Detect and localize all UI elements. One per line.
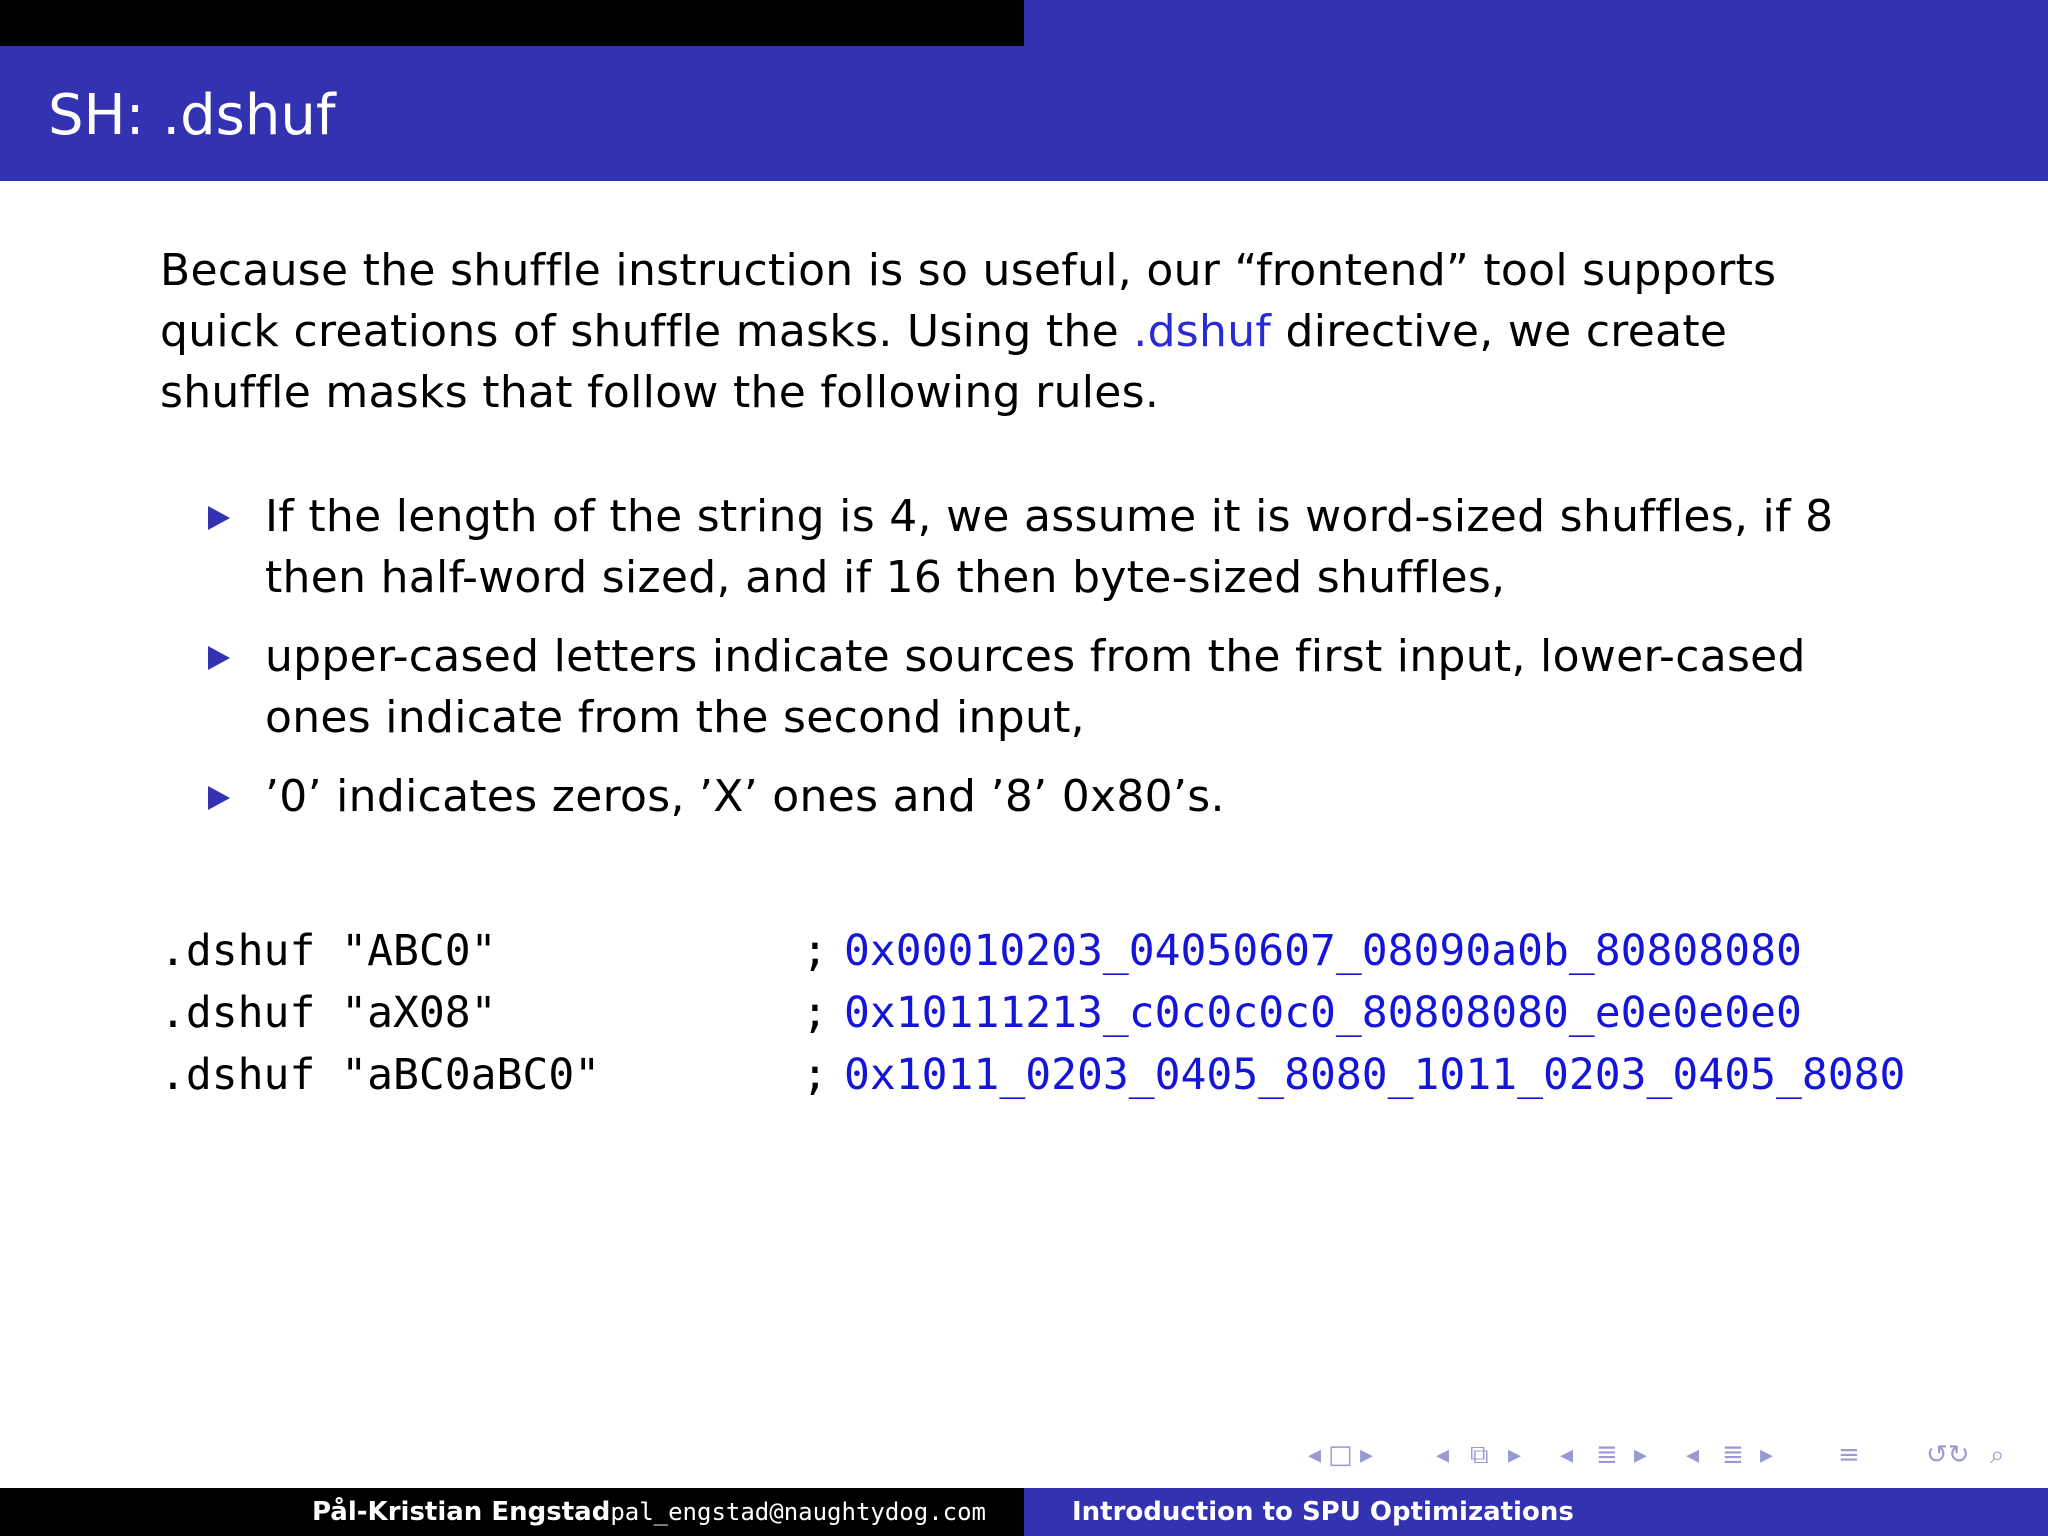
intro-text-after: directive, we create shuffle masks that follow the following rules. (160, 306, 1728, 418)
code-line (160, 920, 1905, 982)
bullet-triangle-icon (208, 506, 230, 530)
code-hex-value: 0x1011_0203_0405_8080_1011_0203_0405_8080 (844, 1050, 1906, 1100)
code-line (160, 982, 1905, 1044)
top-header-left (0, 0, 1024, 46)
list-item-text: If the length of the string is 4, we assume it is word-sized shuffles, if 8 then half-word sized, and if 16 then byte-sized shuffles, (265, 491, 1834, 603)
author-name: Pål-Kristian Engstad (311, 1497, 611, 1527)
frame-icon[interactable]: □ (1328, 1440, 1353, 1470)
list-item-text: ’0’ indicates zeros, ’X’ ones and ’8’ 0x80’s. (265, 771, 1225, 822)
code-hex-value: 0x10111213_c0c0c0c0_80808080_e0e0e0e0 (844, 988, 1802, 1038)
search-icon[interactable]: ⌕ (1990, 1440, 2005, 1470)
code-block (160, 920, 1905, 1106)
nav-next-frame-icon[interactable]: ▸ (1360, 1440, 1374, 1470)
frame-title-bar (0, 46, 2048, 181)
nav-prev-doc-icon[interactable]: ◂ (1686, 1440, 1700, 1470)
nav-next-subsection-icon[interactable]: ▸ (1508, 1440, 1522, 1470)
list-item-text: upper-cased letters indicate sources from the first input, lower-cased ones indicate from the second input, (265, 631, 1806, 743)
footer-talk-title: Introduction to SPU Optimizations (1072, 1497, 1574, 1527)
intro-text-before: Because the shuffle instruction is so useful, our “frontend” tool supports quick creations of shuffle masks. Using the (160, 245, 1777, 357)
code-directive: .dshuf "aX08" (160, 988, 497, 1038)
nav-next-section-icon[interactable]: ▸ (1634, 1440, 1648, 1470)
footer-author (312, 1497, 986, 1527)
beamer-navigation-symbols (1308, 1440, 2038, 1476)
nav-prev-subsection-icon[interactable]: ◂ (1436, 1440, 1450, 1470)
doc-icon[interactable]: ≣ (1722, 1440, 1744, 1470)
nav-prev-section-icon[interactable]: ◂ (1560, 1440, 1574, 1470)
toc-icon[interactable]: ≡ (1838, 1440, 1860, 1470)
code-directive: .dshuf "aBC0aBC0" (160, 1050, 601, 1100)
undo-icon[interactable]: ↺↻ (1926, 1440, 1970, 1470)
slide-title: SH: .dshuf (48, 83, 336, 148)
nav-next-doc-icon[interactable]: ▸ (1760, 1440, 1774, 1470)
bullet-triangle-icon (208, 786, 230, 810)
list-item (205, 626, 1885, 748)
code-line (160, 1044, 1905, 1106)
intro-keyword: .dshuf (1133, 306, 1272, 357)
nav-prev-frame-icon[interactable]: ◂ (1308, 1440, 1322, 1470)
code-separator: ; (802, 988, 828, 1038)
code-separator: ; (802, 926, 828, 976)
bullet-triangle-icon (208, 646, 230, 670)
intro-paragraph (160, 240, 1880, 423)
footer-bar (0, 1488, 2048, 1536)
list-item (205, 766, 1885, 827)
footer-left (0, 1488, 1024, 1536)
section-icon[interactable]: ≣ (1596, 1440, 1618, 1470)
top-header-bar (0, 0, 2048, 46)
subsection-icon[interactable]: ⧉ (1470, 1440, 1489, 1470)
code-separator: ; (802, 1050, 828, 1100)
top-header-right (1024, 0, 2048, 46)
footer-right (1024, 1488, 2048, 1536)
rules-list (205, 486, 1885, 845)
code-hex-value: 0x00010203_04050607_08090a0b_80808080 (844, 926, 1802, 976)
code-directive: .dshuf "ABC0" (160, 926, 497, 976)
list-item (205, 486, 1885, 608)
author-email: pal_engstad@naughtydog.com (610, 1498, 986, 1526)
